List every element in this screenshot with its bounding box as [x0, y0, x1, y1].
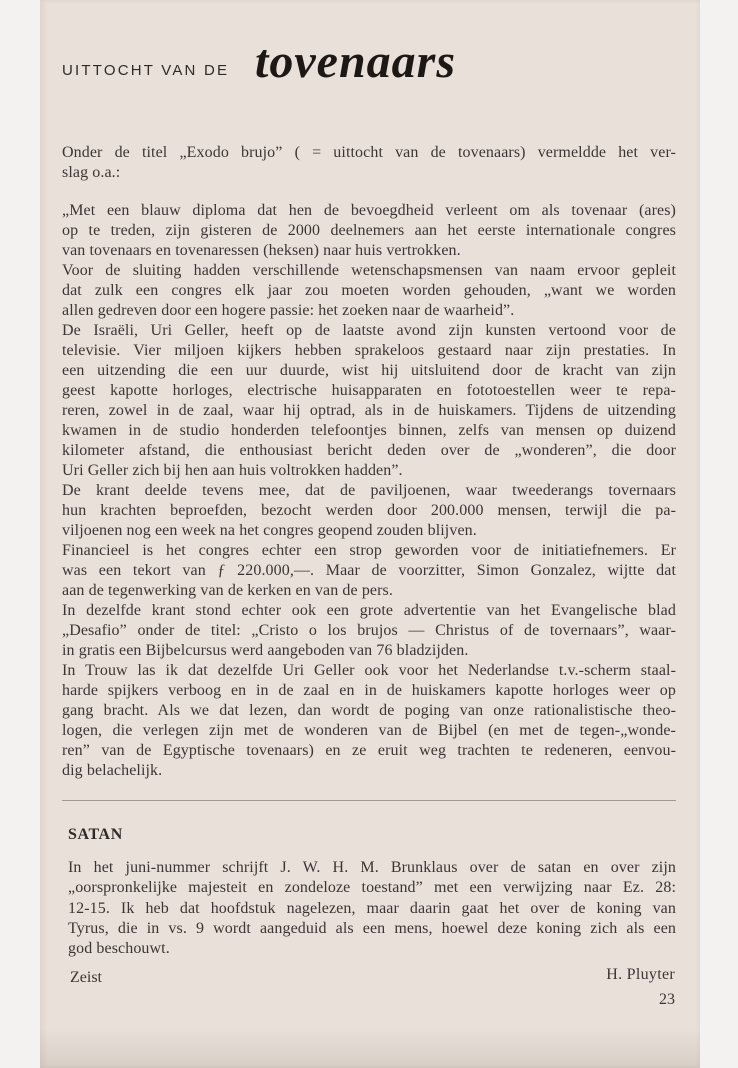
text-line: viljoenen nog een week na het congres geopend zouden blijven.	[62, 522, 477, 539]
intro-paragraph	[62, 143, 676, 183]
section-divider	[62, 800, 676, 801]
place-name: Zeist	[70, 969, 102, 986]
text-line: Tyrus, die in vs. 9 wordt aangeduid als een mens, hoewel deze koning zich als een	[68, 919, 676, 937]
satan-paragraph	[68, 858, 676, 959]
text-line: op te treden, zijn gisteren de 2000 deelnemers aan het eerste internationale congres	[62, 222, 676, 239]
text-line: dig belachelijk.	[62, 762, 163, 779]
section-heading: SATAN	[68, 826, 123, 843]
header-prefix: UITTOCHT VAN DE	[62, 62, 230, 79]
text-line: allen gedreven door een hogere passie: het zoeken naar de waarheid”.	[62, 302, 515, 319]
text-line: 12-15. Ik heb dat hoofdstuk nagelezen, maar daarin gaat het over de koning van	[68, 899, 676, 917]
text-line: „Desafio” onder de titel: „Cristo o los brujos — Christus of de tovernaars”, waar-	[62, 622, 676, 639]
text-line: aan de tegenwerking van de kerken en van de pers.	[62, 582, 393, 599]
quoted-report	[62, 201, 676, 781]
text-line: hun krachten beproefden, bezocht werden door 200.000 mensen, terwijl die pa-	[62, 502, 676, 519]
text-line: In dezelfde krant stond echter ook een grote advertentie van het Evangelische blad	[62, 602, 676, 619]
text-line: „oorspronkelijke majesteit en zondeloze toestand” met een verwijzing naar Ez. 28:	[68, 879, 676, 897]
text-line: was een tekort van ƒ 220.000,—. Maar de voorzitter, Simon Gonzalez, wijtte dat	[62, 562, 676, 579]
text-line: god beschouwt.	[68, 940, 170, 957]
text-line: harde spijkers verboog en in de zaal en in de huiskamers kapotte horloges weer op	[62, 682, 676, 699]
text-line: kilometer afstand, die enthousiast bericht deden over de „wonderen”, die door	[62, 442, 676, 459]
text-line: Onder de titel „Exodo brujo” ( = uittocht van de tovenaars) vermeldde het ver-	[62, 144, 676, 161]
text-line: reren, zowel in de zaal, waar hij optrad, als in de huiskamers. Tijdens de uitzending	[62, 402, 676, 419]
text-line: geest kapotte horloges, electrische huisapparaten en fototoestellen weer te repa-	[62, 382, 676, 399]
text-line: slag o.a.:	[62, 164, 121, 181]
text-line: in gratis een Bijbelcursus werd aangeboden van 76 bladzijden.	[62, 642, 469, 659]
text-line: logen, die verlegen zijn met de wonderen van de Bijbel (en met de tegen-„wonde-	[62, 722, 676, 739]
document-page	[40, 0, 700, 1068]
text-line: gang bracht. Als we dat lezen, dan wordt de poging van onze rationalistische theo-	[62, 702, 676, 719]
text-line: In het juni-nummer schrijft J. W. H. M. Brunklaus over de satan en over zijn	[68, 859, 676, 876]
text-line: een uitzending die een uur duurde, wist hij uitsluitend door de kracht van zijn	[62, 362, 676, 379]
header-title-word: tovenaars	[255, 35, 456, 88]
text-line: dat zulk een congres elk jaar zou moeten worden gehouden, „want we worden	[62, 282, 676, 299]
page-number: 23	[659, 991, 675, 1008]
text-line: Financieel is het congres echter een strop geworden voor de initiatiefnemers. Er	[62, 542, 676, 559]
text-line: kwamen in de studio honderden telefoontjes binnen, zelfs van mensen op duizend	[62, 422, 676, 439]
text-line: In Trouw las ik dat dezelfde Uri Geller ook voor het Nederlandse t.v.-scherm staal-	[62, 662, 676, 679]
text-line: Voor de sluiting hadden verschillende wetenschapsmensen van naam ervoor gepleit	[62, 262, 676, 279]
text-line: Uri Geller zich bij hen aan huis voltrokken hadden”.	[62, 462, 403, 479]
text-line: „Met een blauw diploma dat hen de bevoegdheid verleent om als tovenaar (ares)	[62, 202, 676, 219]
text-line: De krant deelde tevens mee, dat de paviljoenen, waar tweederangs tovernaars	[62, 482, 676, 499]
page-bottom-shadow	[40, 1028, 700, 1068]
text-line: televisie. Vier miljoen kijkers hebben sprakeloos gestaard naar zijn prestaties. In	[62, 342, 676, 359]
text-line: van tovenaars en tovenaressen (heksen) naar huis vertrokken.	[62, 242, 461, 259]
author-signature: H. Pluyter	[606, 966, 675, 983]
text-line: ren” van de Egyptische tovenaars) en ze eruit weg trachten te redeneren, eenvou-	[62, 742, 676, 759]
text-line: De Israëli, Uri Geller, heeft op de laatste avond zijn kunsten vertoond voor de	[62, 322, 676, 339]
